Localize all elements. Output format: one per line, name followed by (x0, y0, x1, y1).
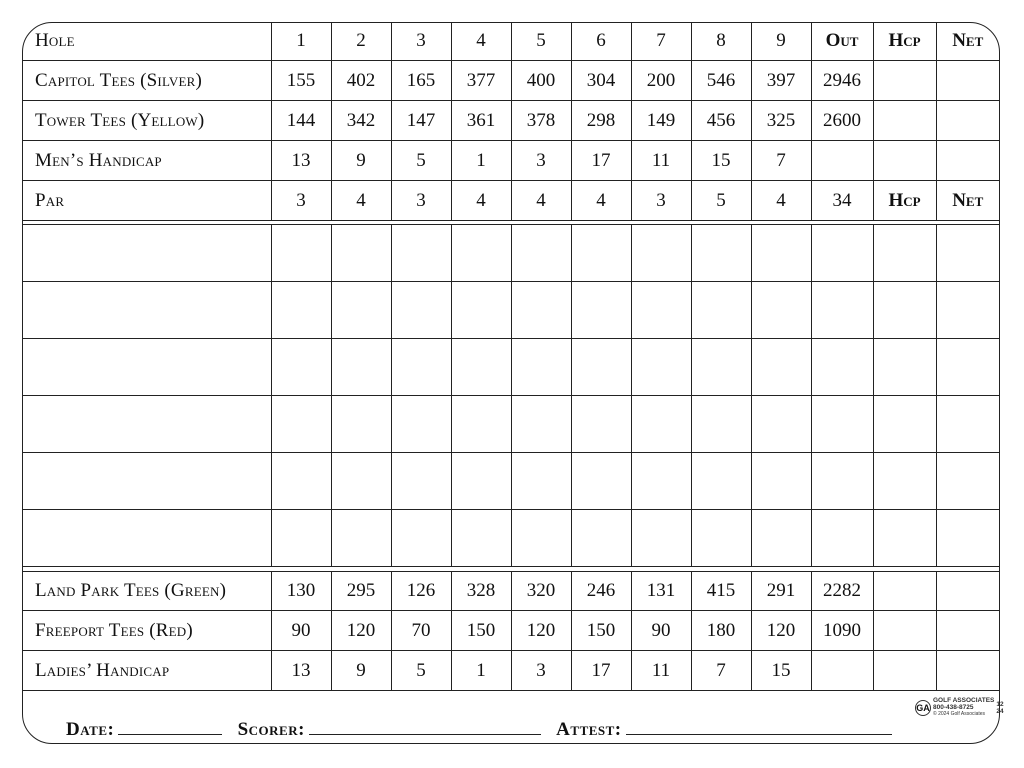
score-cell[interactable] (691, 510, 751, 567)
score-cell[interactable] (511, 510, 571, 567)
score-cell[interactable] (751, 339, 811, 396)
score-cell[interactable] (811, 282, 873, 339)
cell-col-11[interactable] (873, 101, 936, 141)
score-cell[interactable] (451, 225, 511, 282)
cell-col-11[interactable] (873, 572, 936, 611)
logo-code-bottom: 24 (996, 707, 1004, 715)
cell-col-7: 3 (631, 181, 691, 221)
scorecard-top-table (22, 22, 999, 221)
cell-col-4: 4 (451, 22, 511, 61)
score-cell[interactable] (631, 282, 691, 339)
cell-col-8: 456 (691, 101, 751, 141)
cell-col-12: Net (936, 181, 999, 221)
score-cell[interactable] (451, 396, 511, 453)
score-cell[interactable] (811, 510, 873, 567)
score-cell[interactable] (451, 510, 511, 567)
cell-col-8: 5 (691, 181, 751, 221)
score-cell[interactable] (751, 396, 811, 453)
logo-phone: 800-438-8725 (933, 704, 974, 711)
cell-col-2: 295 (331, 572, 391, 611)
player-name-cell[interactable] (22, 396, 271, 453)
score-cell[interactable] (571, 339, 631, 396)
cell-col-1: 13 (271, 651, 331, 691)
score-cell[interactable] (451, 453, 511, 510)
cell-col-3: 165 (391, 61, 451, 101)
score-cell[interactable] (751, 510, 811, 567)
cell-col-9: 7 (751, 141, 811, 181)
player-name-cell[interactable] (22, 453, 271, 510)
cell-col-11[interactable] (873, 61, 936, 101)
score-cell[interactable] (511, 282, 571, 339)
player-name-cell[interactable] (22, 339, 271, 396)
score-cell[interactable] (511, 225, 571, 282)
score-cell[interactable] (271, 453, 331, 510)
cell-col-4: 377 (451, 61, 511, 101)
cell-col-11: Hcp (873, 181, 936, 221)
cell-col-4: 4 (451, 181, 511, 221)
row-label: Capitol Tees (Silver) (22, 61, 271, 101)
score-cell[interactable] (873, 510, 936, 567)
cell-col-8: 7 (691, 651, 751, 691)
score-cell[interactable] (331, 510, 391, 567)
score-cell[interactable] (691, 282, 751, 339)
score-cell[interactable] (811, 225, 873, 282)
score-cell[interactable] (873, 453, 936, 510)
cell-col-12[interactable] (936, 572, 999, 611)
cell-col-1: 3 (271, 181, 331, 221)
cell-col-6: 246 (571, 572, 631, 611)
cell-col-11[interactable] (873, 141, 936, 181)
cell-col-7: 90 (631, 611, 691, 651)
scorer-label: Scorer: (237, 719, 305, 740)
cell-col-7: 149 (631, 101, 691, 141)
score-cell[interactable] (691, 396, 751, 453)
cell-col-4: 361 (451, 101, 511, 141)
player-row (22, 510, 999, 567)
player-row (22, 225, 999, 282)
score-cell[interactable] (811, 396, 873, 453)
score-cell[interactable] (391, 282, 451, 339)
cell-col-2: 9 (331, 141, 391, 181)
cell-col-4: 328 (451, 572, 511, 611)
cell-col-9: 325 (751, 101, 811, 141)
score-cell[interactable] (691, 339, 751, 396)
cell-col-2: 342 (331, 101, 391, 141)
row-label: Land Park Tees (Green) (22, 572, 271, 611)
row-label: Par (22, 181, 271, 221)
cell-col-7: 11 (631, 651, 691, 691)
cell-col-2: 9 (331, 651, 391, 691)
score-cell[interactable] (751, 453, 811, 510)
cell-col-12: Net (936, 22, 999, 61)
cell-col-2: 120 (331, 611, 391, 651)
cell-col-6: 150 (571, 611, 631, 651)
cell-col-6: 298 (571, 101, 631, 141)
score-cell[interactable] (936, 396, 999, 453)
cell-col-12[interactable] (936, 101, 999, 141)
score-cell[interactable] (873, 225, 936, 282)
cell-col-3: 5 (391, 141, 451, 181)
footer-signature-line (66, 718, 898, 741)
player-row (22, 282, 999, 339)
score-cell[interactable] (631, 225, 691, 282)
cell-col-6: 6 (571, 22, 631, 61)
player-name-cell[interactable] (22, 225, 271, 282)
score-cell[interactable] (936, 453, 999, 510)
ga-logo-icon: GA (915, 700, 931, 716)
cell-col-1: 90 (271, 611, 331, 651)
row-label: Freeport Tees (Red) (22, 611, 271, 651)
cell-col-3: 126 (391, 572, 451, 611)
attest-field[interactable] (626, 718, 892, 735)
cell-col-11: Hcp (873, 22, 936, 61)
cell-col-1: 144 (271, 101, 331, 141)
row-label: Men’s Handicap (22, 141, 271, 181)
cell-col-10[interactable] (811, 651, 873, 691)
cell-col-10[interactable] (811, 141, 873, 181)
cell-col-5: 320 (511, 572, 571, 611)
score-cell[interactable] (271, 510, 331, 567)
cell-col-8: 8 (691, 22, 751, 61)
score-cell[interactable] (631, 339, 691, 396)
scorecard-bottom-table (22, 571, 999, 691)
cell-col-3: 70 (391, 611, 451, 651)
cell-col-5: 5 (511, 22, 571, 61)
cell-col-2: 2 (331, 22, 391, 61)
cell-col-8: 546 (691, 61, 751, 101)
score-cell[interactable] (631, 396, 691, 453)
cell-col-7: 131 (631, 572, 691, 611)
date-label: Date: (66, 719, 115, 740)
player-row (22, 396, 999, 453)
cell-col-9: 9 (751, 22, 811, 61)
cell-col-12[interactable] (936, 611, 999, 651)
score-cell[interactable] (631, 510, 691, 567)
score-cell[interactable] (271, 225, 331, 282)
row-label: Tower Tees (Yellow) (22, 101, 271, 141)
logo-copyright: © 2024 Golf Associates (933, 711, 986, 717)
score-cell[interactable] (391, 510, 451, 567)
score-cell[interactable] (451, 282, 511, 339)
row-capitol-tees-silver (22, 61, 999, 101)
cell-col-9: 397 (751, 61, 811, 101)
logo-company: GOLF ASSOCIATES (933, 697, 995, 704)
score-cell[interactable] (271, 282, 331, 339)
cell-col-9: 291 (751, 572, 811, 611)
score-cell[interactable] (936, 510, 999, 567)
cell-col-3: 3 (391, 22, 451, 61)
score-cell[interactable] (331, 282, 391, 339)
score-cell[interactable] (873, 339, 936, 396)
row-label: Ladies’ Handicap (22, 651, 271, 691)
cell-col-3: 147 (391, 101, 451, 141)
score-cell[interactable] (571, 282, 631, 339)
player-name-cell[interactable] (22, 282, 271, 339)
cell-col-5: 3 (511, 651, 571, 691)
cell-col-6: 4 (571, 181, 631, 221)
cell-col-3: 5 (391, 651, 451, 691)
logo-code (996, 701, 1003, 715)
row-label: Hole (22, 22, 271, 61)
cell-col-9: 120 (751, 611, 811, 651)
score-cell[interactable] (691, 453, 751, 510)
score-cell[interactable] (873, 396, 936, 453)
date-field[interactable] (118, 718, 222, 735)
score-cell[interactable] (331, 453, 391, 510)
cell-col-5: 400 (511, 61, 571, 101)
cell-col-5: 3 (511, 141, 571, 181)
score-cell[interactable] (331, 339, 391, 396)
cell-col-8: 15 (691, 141, 751, 181)
cell-col-5: 120 (511, 611, 571, 651)
row-freeport-tees-red (22, 611, 999, 651)
cell-col-7: 7 (631, 22, 691, 61)
cell-col-12[interactable] (936, 651, 999, 691)
score-cell[interactable] (391, 225, 451, 282)
score-cell[interactable] (451, 339, 511, 396)
cell-col-6: 304 (571, 61, 631, 101)
cell-col-1: 130 (271, 572, 331, 611)
cell-col-9: 15 (751, 651, 811, 691)
score-cell[interactable] (571, 510, 631, 567)
score-cell[interactable] (511, 339, 571, 396)
cell-col-5: 4 (511, 181, 571, 221)
cell-col-12[interactable] (936, 141, 999, 181)
score-cell[interactable] (571, 396, 631, 453)
cell-col-7: 200 (631, 61, 691, 101)
row-men-s-handicap (22, 141, 999, 181)
cell-col-11[interactable] (873, 611, 936, 651)
row-hole (22, 22, 999, 61)
attest-label: Attest: (556, 719, 622, 740)
score-cell[interactable] (873, 282, 936, 339)
score-cell[interactable] (271, 396, 331, 453)
score-cell[interactable] (571, 225, 631, 282)
score-cell[interactable] (751, 282, 811, 339)
score-cell[interactable] (331, 225, 391, 282)
cell-col-5: 378 (511, 101, 571, 141)
cell-col-1: 155 (271, 61, 331, 101)
score-cell[interactable] (271, 339, 331, 396)
cell-col-4: 1 (451, 651, 511, 691)
score-cell[interactable] (511, 396, 571, 453)
player-row (22, 339, 999, 396)
cell-col-10: 2600 (811, 101, 873, 141)
cell-col-8: 180 (691, 611, 751, 651)
cell-col-9: 4 (751, 181, 811, 221)
cell-col-4: 150 (451, 611, 511, 651)
row-tower-tees-yellow (22, 101, 999, 141)
cell-col-10: 1090 (811, 611, 873, 651)
cell-col-6: 17 (571, 141, 631, 181)
cell-col-1: 1 (271, 22, 331, 61)
player-score-table (22, 224, 999, 567)
score-cell[interactable] (331, 396, 391, 453)
logo-code-top: 12 (996, 700, 1004, 708)
score-cell[interactable] (391, 453, 451, 510)
score-cell[interactable] (391, 339, 451, 396)
score-cell[interactable] (511, 453, 571, 510)
score-cell[interactable] (571, 453, 631, 510)
cell-col-1: 13 (271, 141, 331, 181)
cell-col-11[interactable] (873, 651, 936, 691)
row-ladies-handicap (22, 651, 999, 691)
cell-col-10: 2282 (811, 572, 873, 611)
cell-col-8: 415 (691, 572, 751, 611)
cell-col-2: 402 (331, 61, 391, 101)
row-par (22, 181, 999, 221)
golf-associates-logo (915, 697, 1004, 718)
score-cell[interactable] (936, 339, 999, 396)
cell-col-7: 11 (631, 141, 691, 181)
cell-col-2: 4 (331, 181, 391, 221)
cell-col-12[interactable] (936, 61, 999, 101)
scorer-field[interactable] (309, 718, 541, 735)
cell-col-10: 34 (811, 181, 873, 221)
cell-col-10: Out (811, 22, 873, 61)
player-row (22, 453, 999, 510)
player-name-cell[interactable] (22, 510, 271, 567)
score-cell[interactable] (691, 225, 751, 282)
logo-text (933, 697, 994, 718)
score-cell[interactable] (936, 282, 999, 339)
cell-col-4: 1 (451, 141, 511, 181)
score-cell[interactable] (631, 453, 691, 510)
score-cell[interactable] (811, 453, 873, 510)
cell-col-6: 17 (571, 651, 631, 691)
cell-col-3: 3 (391, 181, 451, 221)
row-land-park-tees-green (22, 572, 999, 611)
score-cell[interactable] (751, 225, 811, 282)
score-cell[interactable] (391, 396, 451, 453)
cell-col-10: 2946 (811, 61, 873, 101)
score-cell[interactable] (936, 225, 999, 282)
score-cell[interactable] (811, 339, 873, 396)
